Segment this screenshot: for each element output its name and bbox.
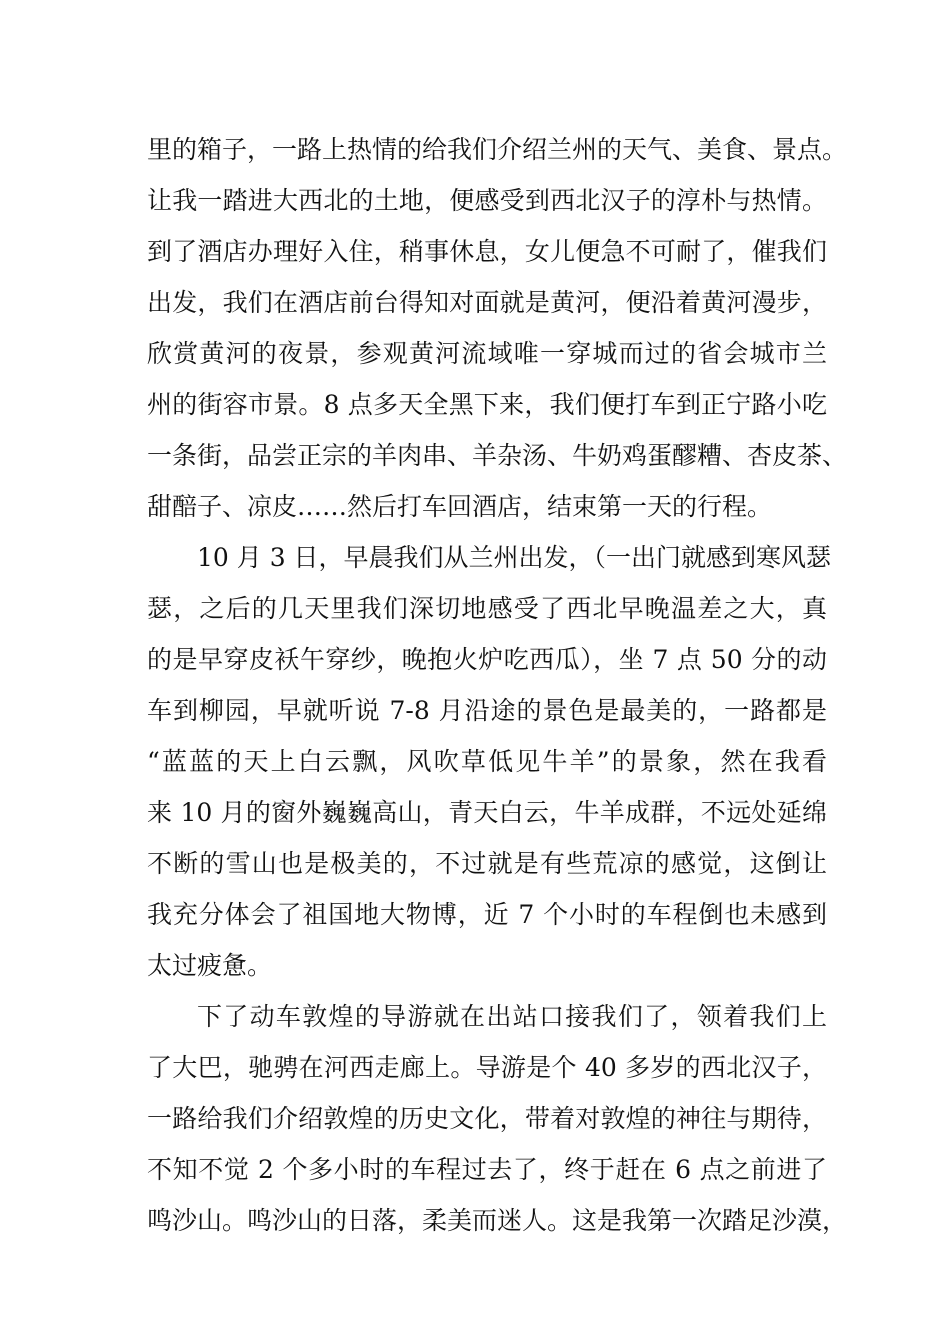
text-line: 瑟，之后的几天里我们深切地感受了西北早晚温差之大，真 — [147, 594, 827, 623]
text-line: 到了酒店办理好入住，稍事休息，女儿便急不可耐了，催我们 — [147, 237, 827, 266]
body-text — [147, 124, 848, 1246]
text-line: 太过疲惫。 — [147, 951, 273, 980]
text-line: 欣赏黄河的夜景，参观黄河流域唯一穿城而过的省会城市兰 — [147, 339, 827, 368]
text-line: 了大巴，驰骋在河西走廊上。导游是个 40 多岁的西北汉子， — [147, 1053, 827, 1082]
text-line: 车到柳园，早就听说 7-8 月沿途的景色是最美的，一路都是 — [147, 696, 827, 725]
text-line: 一条街，品尝正宗的羊肉串、羊杂汤、牛奶鸡蛋醪糟、杏皮茶、 — [147, 441, 848, 470]
text-line: “蓝蓝的天上白云飘，风吹草低见牛羊”的景象，然在我看 — [147, 747, 827, 776]
text-line: 鸣沙山。鸣沙山的日落，柔美而迷人。这是我第一次踏足沙漠， — [147, 1206, 848, 1235]
text-line: 来 10 月的窗外巍巍高山，青天白云，牛羊成群，不远处延绵 — [147, 798, 827, 827]
text-line: 里的箱子，一路上热情的给我们介绍兰州的天气、美食、景点。 — [147, 135, 848, 164]
text-line: 一路给我们介绍敦煌的历史文化，带着对敦煌的神往与期待， — [147, 1104, 827, 1133]
text-line: 不断的雪山也是极美的，不过就是有些荒凉的感觉，这倒让 — [147, 849, 827, 878]
text-line: 的是早穿皮袄午穿纱，晚抱火炉吃西瓜），坐 7 点 50 分的动 — [147, 645, 827, 674]
text-line: 甜醅子、凉皮……然后打车回酒店，结束第一天的行程。 — [147, 492, 773, 521]
text-line: 不知不觉 2 个多小时的车程过去了，终于赶在 6 点之前进了 — [147, 1155, 827, 1184]
paragraph-start-line: 10 月 3 日，早晨我们从兰州出发，（一出门就感到寒风瑟 — [197, 543, 832, 572]
text-line: 出发，我们在酒店前台得知对面就是黄河，便沿着黄河漫步， — [147, 288, 827, 317]
paragraph-start-line: 下了动车敦煌的导游就在出站口接我们了，领着我们上 — [197, 1002, 827, 1031]
text-line: 让我一踏进大西北的土地，便感受到西北汉子的淳朴与热情。 — [147, 186, 827, 215]
text-line: 州的街容市景。8 点多天全黑下来，我们便打车到正宁路小吃 — [147, 390, 827, 419]
text-line: 我充分体会了祖国地大物博，近 7 个小时的车程倒也未感到 — [147, 900, 827, 929]
